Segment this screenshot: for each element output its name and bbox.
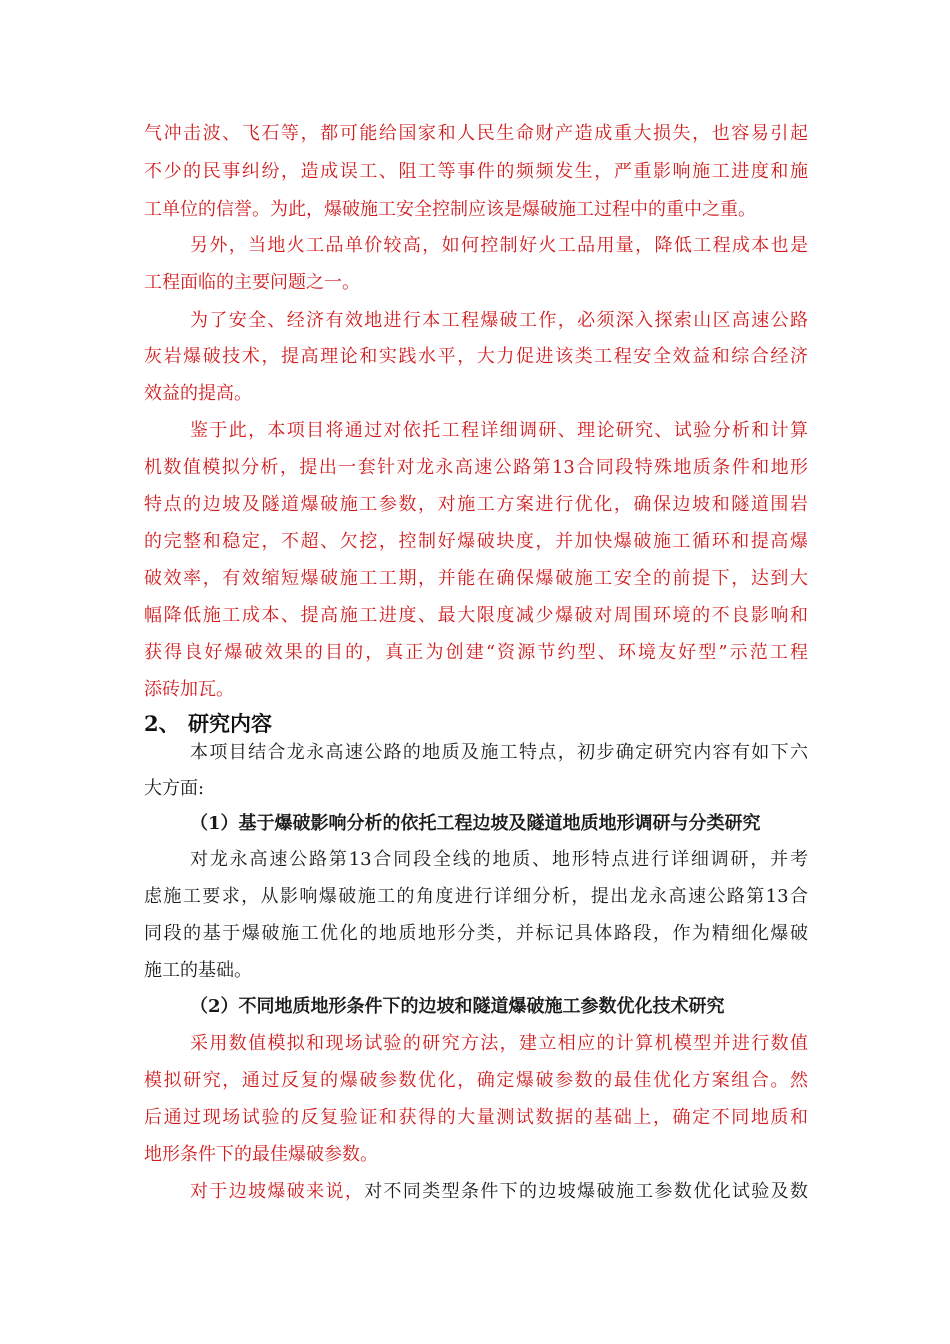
paragraph-text: 对不同类型条件下的边坡爆破施工参数优化试验及数 [364, 1181, 809, 1202]
paragraph-line: 不少的民事纠纷，造成误工、阻工等事件的频频发生，严重影响施工进度和施 [144, 161, 808, 182]
paragraph-line: 灰岩爆破技术，提高理论和实践水平，大力促进该类工程安全效益和综合经济 [144, 346, 808, 367]
paragraph-line: 另外，当地火工品单价较高，如何控制好火工品用量，降低工程成本也是 [190, 235, 808, 256]
paragraph-line: 工程面临的主要问题之一。 [144, 272, 360, 293]
paragraph-line: 幅降低施工成本、提高施工进度、最大限度减少爆破对周围环境的不良影响和 [144, 605, 808, 626]
paragraph-line: 添砖加瓦。 [144, 679, 234, 700]
subsection-title: （1）基于爆破影响分析的依托工程边坡及隧道地质地形调研与分类研究 [190, 813, 761, 834]
paragraph-line: 采用数值模拟和现场试验的研究方法，建立相应的计算机模型并进行数值 [190, 1033, 808, 1054]
paragraph-line: 工单位的信誉。为此，爆破施工安全控制应该是爆破施工过程中的重中之重。 [144, 199, 756, 220]
subsection-title: （2）不同地质地形条件下的边坡和隧道爆破施工参数优化技术研究 [190, 996, 725, 1017]
paragraph-line: 特点的边坡及隧道爆破施工参数，对施工方案进行优化，确保边坡和隧道围岩 [144, 494, 808, 515]
paragraph-line: 模拟研究，通过反复的爆破参数优化，确定爆破参数的最佳优化方案组合。然 [144, 1070, 808, 1091]
paragraph-line: 气冲击波、飞石等，都可能给国家和人民生命财产造成重大损失，也容易引起 [144, 123, 808, 144]
paragraph-line: 后通过现场试验的反复验证和获得的大量测试数据的基础上，确定不同地质和 [144, 1107, 808, 1128]
paragraph-line: 同段的基于爆破施工优化的地质地形分类，并标记具体路段，作为精细化爆破 [144, 923, 808, 944]
paragraph-line: 施工的基础。 [144, 960, 252, 981]
paragraph-line: 获得良好爆破效果的目的，真正为创建“资源节约型、环境友好型”示范工程 [144, 642, 808, 663]
paragraph-line: 地形条件下的最佳爆破参数。 [144, 1144, 378, 1165]
paragraph-line: 效益的提高。 [144, 383, 252, 404]
paragraph-line: 对龙永高速公路第13合同段全线的地质、地形特点进行详细调研，并考 [190, 849, 808, 870]
paragraph-line: 破效率，有效缩短爆破施工工期，并能在确保爆破施工安全的前提下，达到大 [144, 568, 808, 589]
paragraph-line: 机数值模拟分析，提出一套针对龙永高速公路第13合同段特殊地质条件和地形 [144, 457, 808, 478]
red-fragment: 对于边坡爆破来说， [190, 1181, 365, 1202]
paragraph-line: 为了安全、经济有效地进行本工程爆破工作，必须深入探索山区高速公路 [190, 310, 808, 331]
section-number: 2、 [144, 711, 180, 736]
section-heading [144, 712, 808, 736]
paragraph-line: 大方面: [144, 778, 205, 799]
paragraph-line [190, 1180, 808, 1204]
paragraph-line: 本项目结合龙永高速公路的地质及施工特点，初步确定研究内容有如下六 [190, 742, 808, 763]
paragraph-line: 鉴于此，本项目将通过对依托工程详细调研、理论研究、试验分析和计算 [190, 420, 808, 441]
paragraph-line: 虑施工要求，从影响爆破施工的角度进行详细分析，提出龙永高速公路第13合 [144, 886, 808, 907]
paragraph-line: 的完整和稳定，不超、欠挖，控制好爆破块度，并加快爆破施工循环和提高爆 [144, 531, 808, 552]
section-title: 研究内容 [188, 711, 272, 736]
